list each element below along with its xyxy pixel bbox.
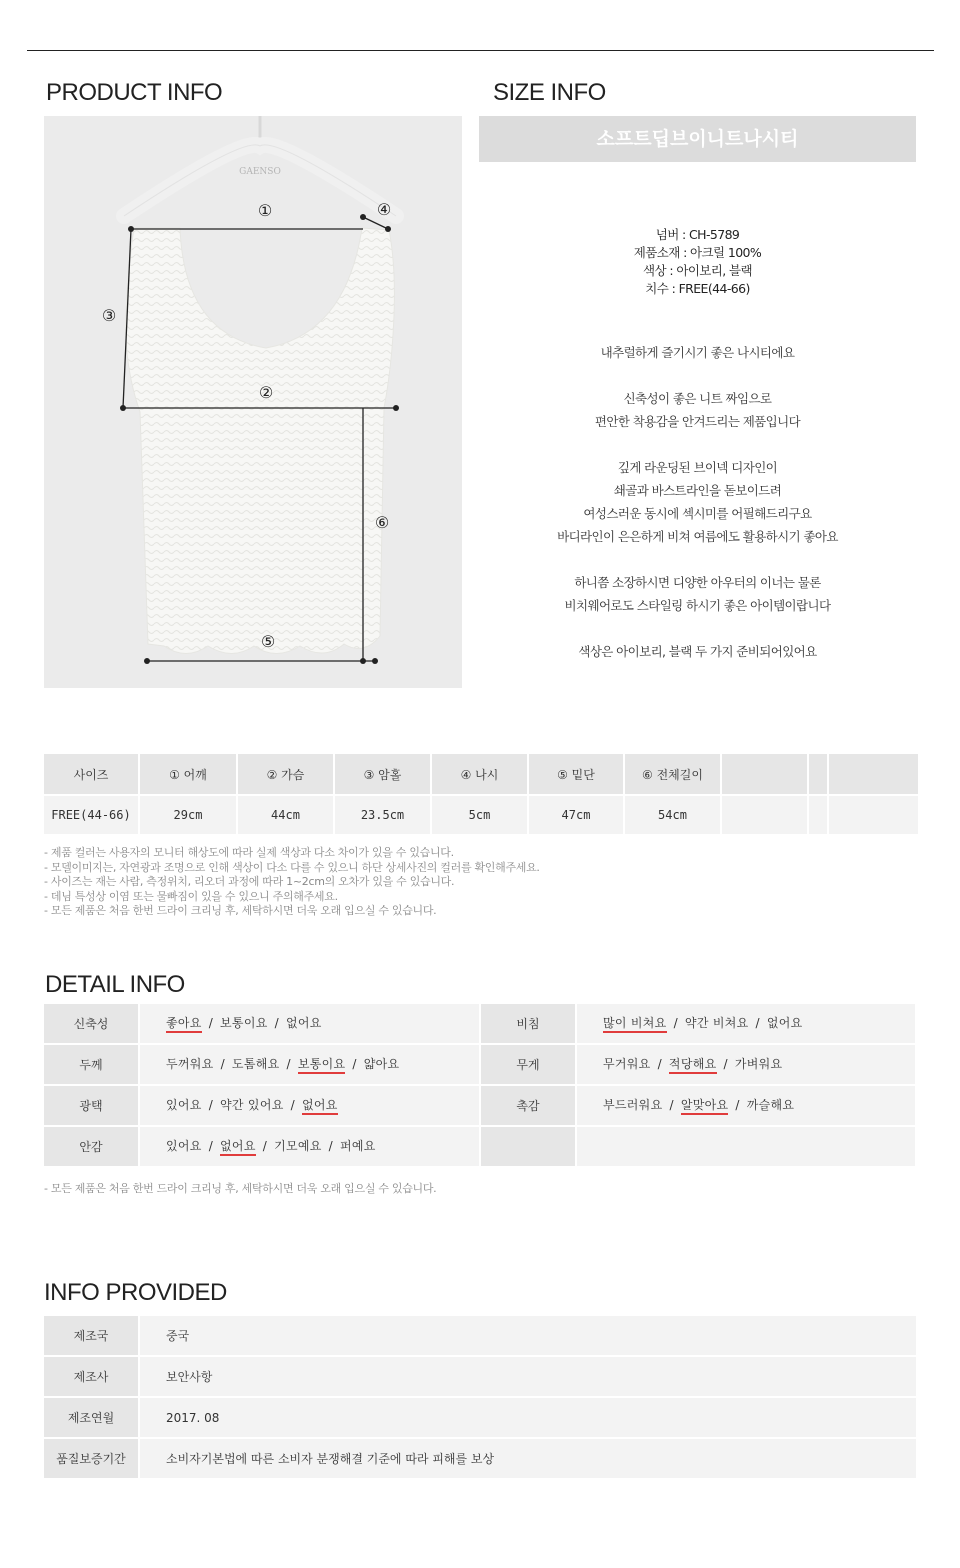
- table-row: [44, 1085, 916, 1126]
- note-line: - 모델이미지는, 자연광과 조명으로 인해 색상이 다소 다를 수 있으니 하단 상세사진의 컬러를 확인해주세요.: [44, 860, 540, 874]
- info-label: 제조연월: [44, 1397, 139, 1438]
- size-cell: 54cm: [624, 795, 721, 834]
- table-row: [44, 1004, 916, 1044]
- detail-label: 무게: [480, 1044, 576, 1085]
- detail-option: 부드러워요: [603, 1098, 663, 1112]
- detail-option: 두꺼워요: [166, 1057, 214, 1071]
- option-separator: /: [735, 1098, 740, 1112]
- description-line: 비치웨어로도 스타일링 하시기 좋은 아이템이랍니다: [564, 598, 831, 613]
- hanger-brand-text: GAENSO: [239, 167, 281, 177]
- size-cell: 23.5cm: [334, 795, 431, 834]
- spec-color: 색상 : 아이보리, 블랙: [643, 263, 752, 278]
- size-header-cell: [808, 754, 828, 795]
- size-notes: [44, 846, 924, 919]
- size-cell: [808, 795, 828, 834]
- table-row: [44, 795, 918, 834]
- description-line: 신축성이 좋은 니트 짜임으로: [623, 391, 772, 406]
- detail-option: 약간 있어요: [220, 1098, 284, 1112]
- description-line: 여성스러운 동시에 섹시미를 어필해드리구요: [583, 506, 812, 521]
- size-header-cell: 사이즈: [44, 754, 139, 795]
- description-line: 바디라인이 은은하게 비쳐 여름에도 활용하시기 좋아요: [557, 529, 838, 544]
- size-cell: 5cm: [431, 795, 528, 834]
- option-separator: /: [290, 1098, 295, 1112]
- detail-info-title: DETAIL INFO: [45, 971, 185, 998]
- info-value: 보안사항: [139, 1356, 916, 1397]
- info-label: 품질보증기간: [44, 1438, 139, 1479]
- detail-options: [139, 1085, 480, 1126]
- size-header-cell: ③ 암홀: [334, 754, 431, 795]
- detail-label: 두께: [44, 1044, 139, 1085]
- size-header-cell: ② 가슴: [237, 754, 334, 795]
- spec-number: 넘버 : CH-5789: [655, 227, 740, 242]
- description-line: [479, 435, 916, 458]
- size-header-cell: ⑤ 밑단: [528, 754, 624, 795]
- marker-chest: ②: [258, 383, 274, 402]
- option-separator: /: [669, 1098, 674, 1112]
- detail-option-selected: 없어요: [220, 1138, 256, 1156]
- option-separator: /: [262, 1139, 268, 1153]
- info-label: 제조사: [44, 1356, 139, 1397]
- detail-option-selected: 없어요: [302, 1097, 338, 1115]
- product-description: [479, 343, 916, 665]
- detail-option-selected: 좋아요: [166, 1015, 202, 1033]
- option-separator: /: [208, 1016, 214, 1030]
- detail-option-selected: 적당해요: [669, 1056, 717, 1074]
- detail-label: 촉감: [480, 1085, 576, 1126]
- marker-total-length: ⑥: [374, 513, 390, 532]
- option-separator: /: [673, 1016, 678, 1030]
- detail-label: 광택: [44, 1085, 139, 1126]
- size-cell: FREE(44-66): [44, 795, 139, 834]
- detail-option-selected: 많이 비쳐요: [603, 1015, 667, 1033]
- info-provided-table: [44, 1316, 916, 1480]
- size-cell: [828, 795, 918, 834]
- option-separator: /: [274, 1016, 279, 1030]
- detail-option: 무거워요: [603, 1057, 651, 1071]
- note-line: - 모든 제품은 처음 한번 드라이 크리닝 후, 세탁하시면 더욱 오래 입으실 수 있습니다.: [44, 904, 437, 917]
- size-cell: 47cm: [528, 795, 624, 834]
- size-cell: 44cm: [237, 795, 334, 834]
- option-separator: /: [220, 1057, 225, 1071]
- spec-list: [479, 226, 916, 298]
- table-row: [44, 1397, 916, 1438]
- size-header-cell: [828, 754, 918, 795]
- detail-option: 얇아요: [363, 1057, 400, 1071]
- option-separator: /: [723, 1057, 728, 1071]
- detail-option: 있어요: [166, 1098, 202, 1112]
- size-header-cell: ⑥ 전체길이: [624, 754, 721, 795]
- description-line: [479, 550, 916, 573]
- size-header-cell: [721, 754, 808, 795]
- detail-options: [139, 1004, 480, 1044]
- detail-option: 도톰해요: [231, 1057, 280, 1071]
- info-value: 중국: [139, 1316, 916, 1356]
- detail-option: 약간 비쳐요: [684, 1016, 749, 1030]
- description-line: 내추럴하게 즐기시기 좋은 나시티에요: [600, 345, 795, 360]
- top-divider: [27, 50, 934, 51]
- detail-note: - 모든 제품은 처음 한번 드라이 크리닝 후, 세탁하시면 더욱 오래 입으실 수 있습니다.: [44, 1182, 437, 1195]
- detail-option: 있어요: [166, 1139, 202, 1153]
- option-separator: /: [286, 1057, 291, 1071]
- marker-armhole: ③: [101, 306, 117, 325]
- option-separator: /: [352, 1057, 357, 1071]
- detail-option-selected: 알맞아요: [681, 1097, 729, 1115]
- info-label: 제조국: [44, 1316, 139, 1356]
- size-table-header: [44, 754, 918, 795]
- detail-option-selected: 보통이요: [298, 1056, 346, 1074]
- detail-options: [139, 1044, 480, 1085]
- info-value: 소비자기본법에 따른 소비자 분쟁해결 기준에 따라 피해를 보상: [139, 1438, 916, 1479]
- product-measurement-image: [44, 116, 462, 688]
- detail-options: [576, 1085, 916, 1126]
- size-header-cell: ① 어깨: [139, 754, 237, 795]
- detail-label: [480, 1126, 576, 1167]
- detail-option: 없어요: [766, 1016, 803, 1030]
- table-row: [44, 1316, 916, 1356]
- product-info-title: PRODUCT INFO: [46, 79, 223, 106]
- description-line: [479, 366, 916, 389]
- info-value: 2017. 08: [139, 1397, 916, 1438]
- size-header-cell: ④ 나시: [431, 754, 528, 795]
- description-line: 하니쯤 소장하시면 디양한 아우터의 이너는 물론: [574, 575, 821, 590]
- option-separator: /: [657, 1057, 662, 1071]
- spec-size: 치수 : FREE(44-66): [645, 281, 750, 296]
- marker-shoulder: ①: [257, 201, 273, 220]
- table-row: [44, 1044, 916, 1085]
- detail-label: 신축성: [44, 1004, 139, 1044]
- description-line: [479, 619, 916, 642]
- detail-label: 비침: [480, 1004, 576, 1044]
- note-line: - 데님 특성상 이염 또는 물빠짐이 있을 수 있으니 주의해주세요.: [44, 889, 338, 903]
- description-line: 색상은 아이보리, 블랙 두 가지 준비되어있어요: [578, 644, 817, 659]
- marker-hem: ⑤: [260, 632, 276, 651]
- detail-option: 가벼워요: [734, 1057, 783, 1071]
- detail-option: 없어요: [285, 1016, 322, 1030]
- detail-option: 퍼예요: [339, 1139, 376, 1153]
- note-line: - 사이즈는 재는 사람, 측정위치, 리오더 과정에 따라 1~2cm의 오차가 있을 수 있습니다.: [44, 875, 455, 888]
- table-row: [44, 1438, 916, 1479]
- detail-option: 기모예요: [274, 1139, 322, 1153]
- detail-options: [576, 1004, 916, 1044]
- size-info-title: SIZE INFO: [493, 79, 606, 106]
- table-row: [44, 1356, 916, 1397]
- info-provided-title: INFO PROVIDED: [44, 1279, 227, 1306]
- spec-material: 제품소재 : 아크릴 100%: [633, 245, 762, 260]
- option-separator: /: [755, 1016, 760, 1030]
- size-cell: [721, 795, 808, 834]
- description-line: 편안한 착용감을 안겨드리는 제품입니다: [594, 414, 801, 429]
- description-line: 쇄골과 바스트라인을 돋보이드려: [613, 483, 782, 498]
- detail-options: [139, 1126, 480, 1167]
- product-name-banner: 소프트딥브이니트나시티: [479, 116, 916, 162]
- option-separator: /: [208, 1139, 214, 1153]
- note-line: - 제품 컬러는 사용자의 모니터 해상도에 따라 실제 색상과 다소 차이가 있을 수 있습니다.: [44, 846, 454, 859]
- detail-label: 안감: [44, 1126, 139, 1167]
- detail-option: 까슬해요: [746, 1098, 795, 1112]
- table-row: [44, 1126, 916, 1167]
- detail-option: 보통이요: [220, 1016, 268, 1030]
- description-line: 깊게 라운딩된 브이넥 디자인이: [617, 460, 778, 475]
- option-separator: /: [208, 1098, 214, 1112]
- detail-table: [44, 1004, 917, 1168]
- detail-options: [576, 1044, 916, 1085]
- marker-sleeveless: ④: [376, 200, 392, 219]
- detail-options: [576, 1126, 916, 1167]
- size-cell: 29cm: [139, 795, 237, 834]
- size-table: [44, 754, 918, 834]
- option-separator: /: [328, 1139, 333, 1153]
